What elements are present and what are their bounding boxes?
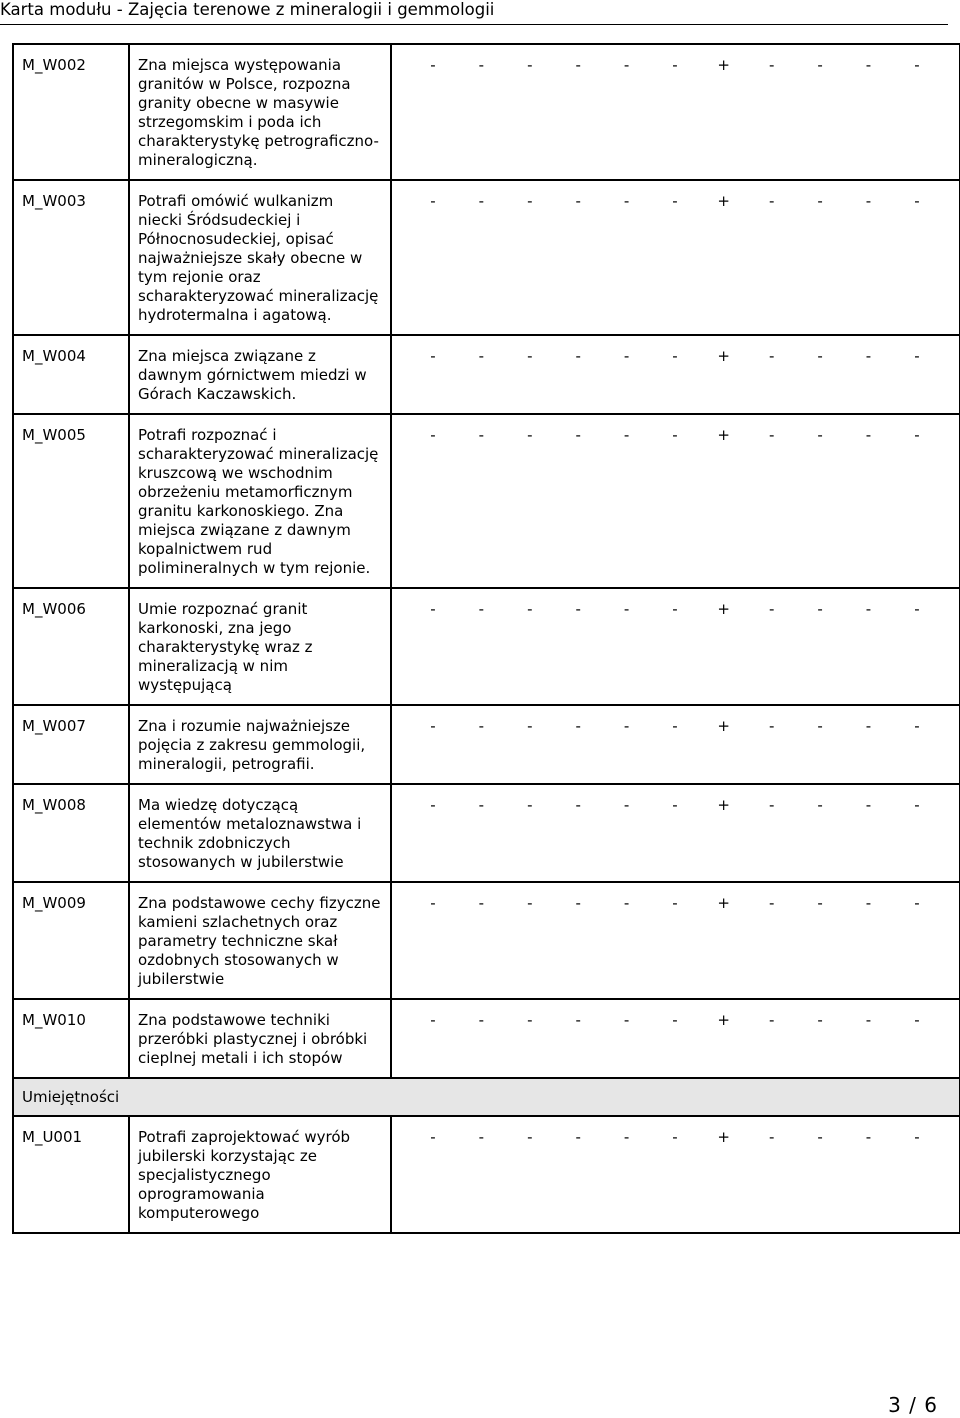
page-number: 3 / 6	[888, 1393, 938, 1417]
mark: -	[817, 426, 823, 444]
mark: -	[430, 347, 436, 365]
outcome-code: M_W009	[13, 882, 129, 999]
mark: -	[672, 796, 678, 814]
mark: +	[717, 56, 730, 74]
outcome-description: Potrafi rozpoznać i scharakteryzować mineralizację kruszcową we wschodnim obrzeżeniu metamorficznym granitu karkonoskiego. Zna miejsca związane z dawnym kopalnictwem rud polimineralnych w tym rejonie.	[129, 414, 391, 588]
mark: -	[817, 1011, 823, 1029]
outcome-description: Umie rozpoznać granit karkonoski, zna jego charakterystykę wraz z mineralizacją w nim występującą	[129, 588, 391, 705]
outcome-description: Zna podstawowe cechy fizyczne kamieni szlachetnych oraz parametry techniczne skał ozdobnych stosowanych w jubilerstwie	[129, 882, 391, 999]
marks-row	[400, 1128, 951, 1147]
mark: -	[430, 1011, 436, 1029]
mark: -	[478, 717, 485, 735]
outcome-description: Zna miejsca związane z dawnym górnictwem miedzi w Górach Kaczawskich.	[129, 335, 391, 414]
mark: -	[769, 717, 775, 735]
mark: -	[527, 56, 533, 74]
mark: -	[527, 1128, 533, 1146]
mark: -	[575, 894, 581, 912]
mark: -	[430, 717, 436, 735]
marks-row	[400, 56, 951, 75]
mark: -	[672, 600, 678, 618]
outcome-description: Zna podstawowe techniki przeróbki plastycznej i obróbki cieplnej metali i ich stopów	[129, 999, 391, 1078]
outcome-marks	[391, 414, 960, 588]
mark: -	[769, 56, 775, 74]
outcome-description: Potrafi omówić wulkanizm niecki Śródsudeckiej i Północnosudeckiej, opisać najważniejsze skały obecne w tym rejonie oraz scharakteryzować mineralizację hydrotermalna i agatową.	[129, 180, 391, 335]
outcome-code: M_W010	[13, 999, 129, 1078]
outcome-description: Potrafi zaprojektować wyrób jubilerski korzystając ze specjalistycznego oprogramowania komputerowego	[129, 1116, 391, 1233]
outcome-marks	[391, 335, 960, 414]
mark: -	[672, 192, 678, 210]
mark: -	[575, 796, 581, 814]
outcome-code: M_W003	[13, 180, 129, 335]
mark: -	[430, 56, 436, 74]
mark: -	[430, 600, 436, 618]
mark: -	[672, 1011, 678, 1029]
mark: -	[914, 1011, 920, 1029]
mark: -	[769, 347, 775, 365]
mark: -	[914, 192, 920, 210]
outcome-marks	[391, 999, 960, 1078]
mark: +	[717, 796, 730, 814]
mark: -	[575, 426, 581, 444]
mark: -	[478, 600, 485, 618]
mark: -	[817, 717, 823, 735]
mark: -	[865, 56, 872, 74]
mark: -	[478, 347, 485, 365]
mark: -	[672, 894, 678, 912]
mark: -	[769, 600, 775, 618]
mark: -	[914, 1128, 920, 1146]
mark: -	[672, 1128, 678, 1146]
mark: -	[575, 56, 581, 74]
mark: +	[717, 426, 730, 444]
mark: -	[575, 600, 581, 618]
outcome-description: Zna i rozumie najważniejsze pojęcia z zakresu gemmologii, mineralogii, petrografii.	[129, 705, 391, 784]
mark: -	[865, 600, 872, 618]
mark: -	[575, 1128, 581, 1146]
mark: +	[717, 1011, 730, 1029]
mark: -	[623, 347, 630, 365]
mark: -	[817, 347, 823, 365]
table-row	[13, 335, 960, 414]
marks-row	[400, 347, 951, 366]
mark: -	[817, 894, 823, 912]
mark: -	[914, 56, 920, 74]
mark: -	[865, 426, 872, 444]
table-row	[13, 180, 960, 335]
mark: -	[914, 894, 920, 912]
mark: -	[914, 717, 920, 735]
section-header-row	[13, 1078, 960, 1116]
outcome-marks	[391, 1116, 960, 1233]
outcome-marks	[391, 784, 960, 882]
outcome-marks	[391, 588, 960, 705]
mark: -	[478, 1128, 485, 1146]
outcome-code: M_W005	[13, 414, 129, 588]
mark: -	[623, 796, 630, 814]
mark: -	[623, 717, 630, 735]
mark: -	[769, 1011, 775, 1029]
mark: -	[865, 894, 872, 912]
outcome-description: Zna miejsca występowania granitów w Polsce, rozpozna granity obecne w masywie strzegomskim i poda ich charakterystykę petrograficzno-mineralogiczną.	[129, 44, 391, 180]
mark: -	[817, 796, 823, 814]
table-row	[13, 414, 960, 588]
mark: -	[575, 347, 581, 365]
marks-row	[400, 192, 951, 211]
mark: -	[478, 56, 485, 74]
mark: -	[914, 426, 920, 444]
mark: -	[575, 1011, 581, 1029]
mark: -	[430, 894, 436, 912]
outcome-code: M_W008	[13, 784, 129, 882]
table-row	[13, 44, 960, 180]
mark: -	[478, 192, 485, 210]
mark: +	[717, 717, 730, 735]
mark: -	[865, 347, 872, 365]
mark: -	[865, 1128, 872, 1146]
mark: -	[527, 796, 533, 814]
mark: -	[769, 894, 775, 912]
mark: -	[769, 426, 775, 444]
mark: -	[817, 1128, 823, 1146]
mark: -	[623, 192, 630, 210]
mark: -	[527, 347, 533, 365]
mark: -	[914, 347, 920, 365]
mark: -	[817, 56, 823, 74]
outcome-marks	[391, 44, 960, 180]
mark: -	[527, 426, 533, 444]
outcome-marks	[391, 882, 960, 999]
mark: -	[430, 1128, 436, 1146]
mark: -	[623, 1128, 630, 1146]
mark: -	[769, 796, 775, 814]
mark: -	[865, 717, 872, 735]
mark: -	[769, 1128, 775, 1146]
marks-row	[400, 796, 951, 815]
mark: +	[717, 894, 730, 912]
marks-row	[400, 426, 951, 445]
mark: -	[623, 894, 630, 912]
mark: -	[527, 717, 533, 735]
mark: -	[672, 56, 678, 74]
mark: -	[430, 796, 436, 814]
outcome-code: M_W006	[13, 588, 129, 705]
mark: -	[575, 717, 581, 735]
outcome-code: M_W004	[13, 335, 129, 414]
mark: -	[623, 56, 630, 74]
table-row	[13, 588, 960, 705]
mark: -	[478, 796, 485, 814]
mark: +	[717, 192, 730, 210]
mark: -	[527, 192, 533, 210]
mark: -	[865, 192, 872, 210]
table-row	[13, 705, 960, 784]
table-row	[13, 784, 960, 882]
table-row	[13, 1116, 960, 1233]
learning-outcomes-table	[12, 43, 960, 1234]
mark: -	[430, 192, 436, 210]
mark: -	[865, 796, 872, 814]
marks-row	[400, 1011, 951, 1030]
mark: -	[478, 894, 485, 912]
outcome-description: Ma wiedzę dotyczącą elementów metaloznawstwa i technik zdobniczych stosowanych w jubilerstwie	[129, 784, 391, 882]
mark: -	[817, 600, 823, 618]
page-header	[0, 0, 948, 25]
mark: +	[717, 347, 730, 365]
mark: -	[623, 1011, 630, 1029]
table-row	[13, 882, 960, 999]
mark: -	[527, 600, 533, 618]
mark: -	[672, 717, 678, 735]
mark: -	[623, 600, 630, 618]
outcome-code: M_U001	[13, 1116, 129, 1233]
outcome-code: M_W002	[13, 44, 129, 180]
mark: -	[817, 192, 823, 210]
mark: -	[478, 1011, 485, 1029]
mark: -	[430, 426, 436, 444]
marks-row	[400, 600, 951, 619]
mark: -	[527, 1011, 533, 1029]
mark: -	[478, 426, 485, 444]
table-row	[13, 999, 960, 1078]
marks-row	[400, 894, 951, 913]
outcome-code: M_W007	[13, 705, 129, 784]
mark: -	[575, 192, 581, 210]
section-label: Umiejętności	[13, 1078, 960, 1116]
mark: -	[865, 1011, 872, 1029]
mark: -	[914, 600, 920, 618]
page-title: Karta modułu - Zajęcia terenowe z mineralogii i gemmologii	[0, 0, 495, 19]
mark: +	[717, 1128, 730, 1146]
outcome-marks	[391, 705, 960, 784]
mark: -	[672, 347, 678, 365]
mark: -	[672, 426, 678, 444]
mark: -	[527, 894, 533, 912]
mark: -	[623, 426, 630, 444]
marks-row	[400, 717, 951, 736]
mark: +	[717, 600, 730, 618]
mark: -	[914, 796, 920, 814]
mark: -	[769, 192, 775, 210]
outcome-marks	[391, 180, 960, 335]
